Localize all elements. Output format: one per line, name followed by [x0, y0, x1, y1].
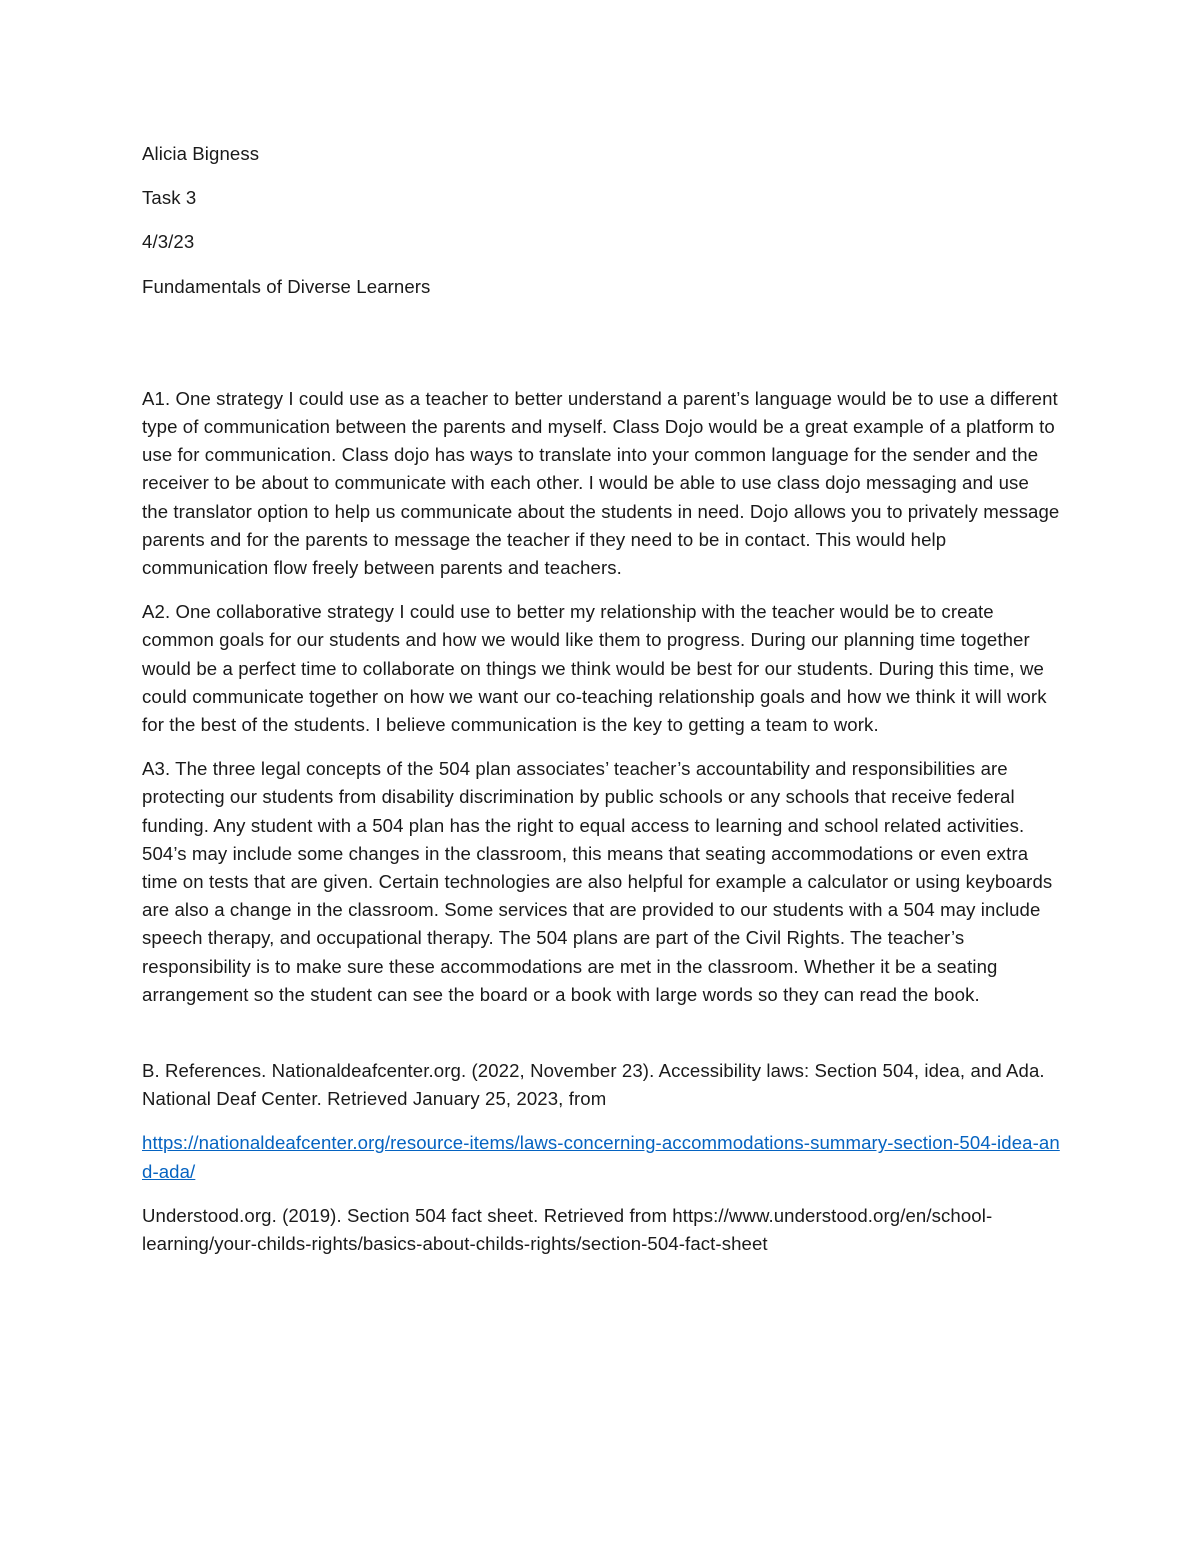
course-title: Fundamentals of Diverse Learners [142, 275, 431, 297]
document-body [142, 140, 1060, 1274]
section-a1-paragraph: A1. One strategy I could use as a teacher to better understand a parent’s language would be to use a different type of communication between the parents and myself. Class Dojo would be a great example of a platform to use for communication. Class dojo has ways to translate into your common language for the sender and the receiver to be about to communicate with each other. I would be able to use class dojo messaging and use the translator option to help us communicate about the students in need. Dojo allows you to privately message parents and for the parents to message the teacher if they need to be in contact. This would help communication flow freely between parents and teachers. [142, 387, 1060, 579]
task-label: Task 3 [142, 187, 197, 209]
document-date: 4/3/23 [142, 231, 195, 253]
document-header [142, 140, 1060, 301]
section-a3-paragraph: A3. The three legal concepts of the 504 plan associates’ teacher’s accountability and responsibilities are protecting our students from disability discrimination by public schools or any schools that receive federal funding. Any student with a 504 plan has the right to equal access to learning and school related activities. 504’s may include some changes in the classroom, this means that seating accommodations or even extra time on tests that are given. Certain technologies are also helpful for example a calculator or using keyboards are also a change in the classroom. Some services that are provided to our students with a 504 may include speech therapy, and occupational therapy. The 504 plans are part of the Civil Rights. The teacher’s responsibility is to make sure these accommodations are met in the classroom. Whether it be a seating arrangement so the student can see the board or a book with large words so they can read the book. [142, 758, 1053, 1005]
reference-1-citation: B. References. Nationaldeafcenter.org. (2022, November 23). Accessibility laws: Section 504, idea, and Ada. National Deaf Center. Retrieved January 25, 2023, from [142, 1060, 1045, 1110]
reference-1-link[interactable]: https://nationaldeafcenter.org/resource-items/laws-concerning-accommodations-summary-section-504-idea-and-ada/ [142, 1132, 1060, 1182]
references-section [142, 1057, 1060, 1258]
reference-2-citation: Understood.org. (2019). Section 504 fact sheet. Retrieved from https://www.understood.org/en/school-learning/your-childs-rights/basics-about-childs-rights/section-504-fact-sheet [142, 1204, 993, 1255]
author-name: Alicia Bigness [142, 143, 260, 164]
section-a2-paragraph: A2. One collaborative strategy I could use to better my relationship with the teacher would be to create common goals for our students and how we would like them to progress. During our planning time together would be a perfect time to collaborate on things we think would be best for our students. During this time, we could communicate together on how we want our co-teaching relationship goals and how we think it will work for the best of the students. I believe communication is the key to getting a team to work. [142, 601, 1047, 736]
reference-1-link-line [142, 1129, 1060, 1185]
